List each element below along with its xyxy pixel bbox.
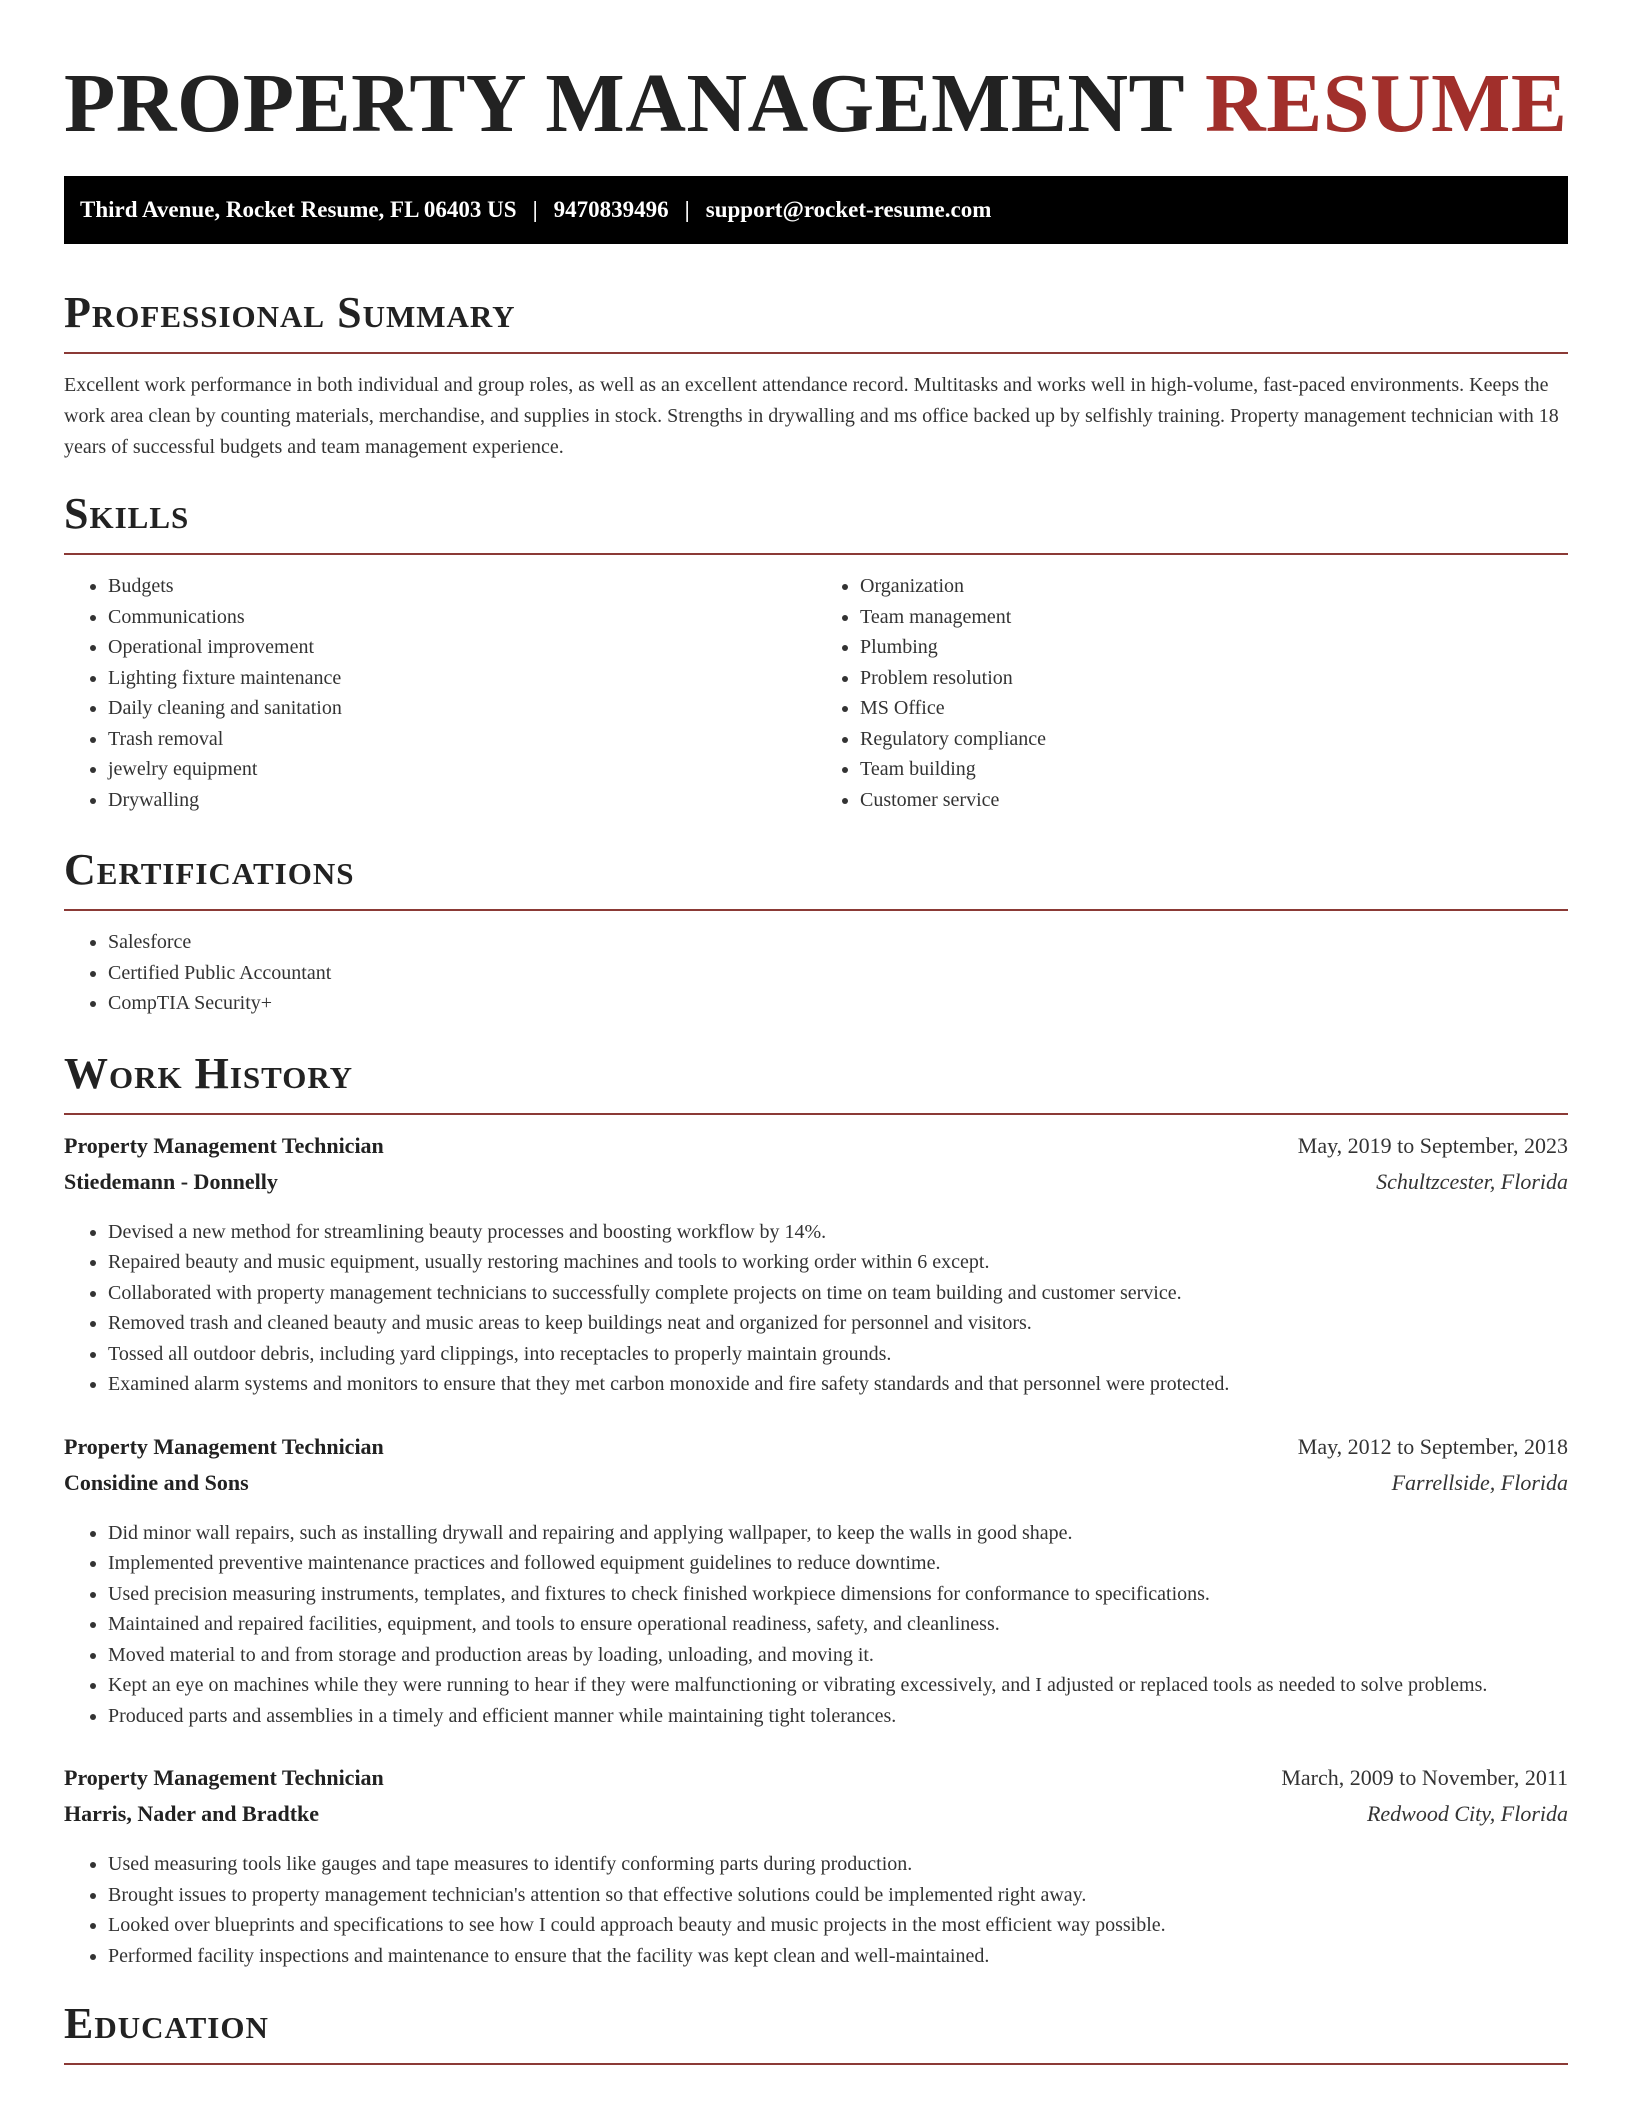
skills-section bbox=[64, 489, 1568, 815]
job-bullet: • Moved material to and from storage and production areas by loading, unloading, and moving it. bbox=[108, 1640, 1568, 1671]
job-company-row bbox=[64, 1801, 1568, 1837]
work-history-heading: Work History bbox=[64, 1048, 354, 1098]
job-company: Considine and Sons bbox=[64, 1469, 249, 1495]
job-company-row bbox=[64, 1169, 1568, 1205]
work-history-section bbox=[64, 1049, 1568, 1972]
skill-item: • Drywalling bbox=[108, 785, 816, 816]
job-dates: May, 2019 to September, 2023 bbox=[1297, 1132, 1568, 1158]
job-location: Redwood City, Florida bbox=[1366, 1801, 1568, 1826]
job-bullet: • Brought issues to property management technician's attention so that effective solutions could be implemented right away. bbox=[108, 1880, 1568, 1911]
skills-list-left bbox=[64, 571, 816, 815]
skill-item: • Lighting fixture maintenance bbox=[108, 663, 816, 694]
contact-email: support@rocket-resume.com bbox=[705, 197, 992, 222]
contact-bar bbox=[64, 176, 1568, 244]
skills-heading: Skills bbox=[64, 489, 190, 538]
job-bullet: • Used measuring tools like gauges and tape measures to identify conforming parts during production. bbox=[108, 1849, 1568, 1880]
job-bullet: • Used precision measuring instruments, templates, and fixtures to check finished workpiece dimensions for conformance to specifications. bbox=[108, 1579, 1568, 1610]
skill-item: • Problem resolution bbox=[860, 663, 1568, 694]
job-header-row bbox=[64, 1434, 1568, 1470]
job-bullet: • Collaborated with property management technicians to successfully complete projects on time on team building and customer service. bbox=[108, 1278, 1568, 1309]
job-bullets bbox=[64, 1849, 1568, 1971]
skills-columns bbox=[64, 571, 1568, 815]
section-divider bbox=[64, 553, 1568, 555]
job-entry bbox=[64, 1434, 1568, 1732]
job-company: Stiedemann - Donnelly bbox=[64, 1168, 278, 1194]
job-bullets bbox=[64, 1217, 1568, 1400]
job-company: Harris, Nader and Bradtke bbox=[64, 1801, 320, 1826]
job-header-row bbox=[64, 1765, 1568, 1801]
job-bullet: • Removed trash and cleaned beauty and music areas to keep buildings neat and organized for personnel and visitors. bbox=[108, 1308, 1568, 1339]
contact-separator: | bbox=[532, 197, 538, 222]
skill-item: • Team building bbox=[860, 754, 1568, 785]
section-divider bbox=[64, 909, 1568, 911]
skill-item: • Plumbing bbox=[860, 632, 1568, 663]
education-heading: Education bbox=[64, 1999, 269, 2048]
job-bullet: • Performed facility inspections and maintenance to ensure that the facility was kept clean and well-maintained. bbox=[108, 1941, 1568, 1972]
job-location: Schultzcester, Florida bbox=[1376, 1168, 1568, 1194]
certifications-section bbox=[64, 845, 1568, 1019]
job-title: Property Management Technician bbox=[64, 1132, 384, 1158]
job-dates: March, 2009 to November, 2011 bbox=[1281, 1765, 1568, 1790]
job-company-row bbox=[64, 1470, 1568, 1506]
summary-heading: Professional Summary bbox=[64, 288, 516, 337]
skill-item: • MS Office bbox=[860, 693, 1568, 724]
job-bullet: • Examined alarm systems and monitors to ensure that they met carbon monoxide and fire safety standards and that personnel were protected. bbox=[108, 1369, 1568, 1400]
section-divider bbox=[64, 352, 1568, 354]
job-bullet: • Looked over blueprints and specifications to see how I could approach beauty and music projects in the most efficient way possible. bbox=[108, 1910, 1568, 1941]
job-bullet: • Kept an eye on machines while they were running to hear if they were malfunctioning or vibrating excessively, and I adjusted or replaced tools as needed to solve problems. bbox=[108, 1670, 1568, 1701]
job-location: Farrellside, Florida bbox=[1391, 1469, 1568, 1495]
skill-item: • Customer service bbox=[860, 785, 1568, 816]
skill-item: • Regulatory compliance bbox=[860, 724, 1568, 755]
skill-item: • Communications bbox=[108, 602, 816, 633]
skill-item: • Organization bbox=[860, 571, 1568, 602]
skill-item: • Trash removal bbox=[108, 724, 816, 755]
job-bullet: • Tossed all outdoor debris, including yard clippings, into receptacles to properly maintain grounds. bbox=[108, 1339, 1568, 1370]
title-accent: RESUME bbox=[1205, 57, 1568, 150]
certification-item: • CompTIA Security+ bbox=[108, 988, 1568, 1019]
skill-item: • Operational improvement bbox=[108, 632, 816, 663]
summary-text: Excellent work performance in both individual and group roles, as well as an excellent attendance record. Multitasks and works well in high-volume, fast-paced environments. Keeps the work area clean by counting materials, merchandise, and supplies in stock. Strengths in drywalling and ms office backed up by selfishly training. Property management technician with 18 years of successful budgets and team management experience. bbox=[64, 374, 1559, 458]
skill-item: • Daily cleaning and sanitation bbox=[108, 693, 816, 724]
job-bullet: • Produced parts and assemblies in a timely and efficient manner while maintaining tight tolerances. bbox=[108, 1701, 1568, 1732]
job-header-row bbox=[64, 1133, 1568, 1169]
job-title: Property Management Technician bbox=[64, 1765, 384, 1790]
job-bullet: • Maintained and repaired facilities, equipment, and tools to ensure operational readiness, safety, and cleanliness. bbox=[108, 1609, 1568, 1640]
certification-item: • Certified Public Accountant bbox=[108, 958, 1568, 989]
contact-phone: 9470839496 bbox=[553, 197, 669, 222]
summary-section bbox=[64, 288, 1568, 463]
job-dates: May, 2012 to September, 2018 bbox=[1297, 1433, 1568, 1459]
certification-item: • Salesforce bbox=[108, 927, 1568, 958]
skills-list-right bbox=[816, 571, 1568, 815]
education-section bbox=[64, 1999, 1568, 2065]
resume-title bbox=[64, 52, 1568, 156]
skill-item: • Budgets bbox=[108, 571, 816, 602]
title-main: PROPERTY MANAGEMENT bbox=[64, 57, 1184, 150]
contact-separator: | bbox=[684, 197, 690, 222]
job-entry bbox=[64, 1133, 1568, 1400]
job-bullet: • Devised a new method for streamlining beauty processes and boosting workflow by 14%. bbox=[108, 1217, 1568, 1248]
contact-address: Third Avenue, Rocket Resume, FL 06403 US bbox=[80, 197, 517, 222]
job-title: Property Management Technician bbox=[64, 1433, 384, 1459]
job-bullet: • Did minor wall repairs, such as installing drywall and repairing and applying wallpaper, to keep the walls in good shape. bbox=[108, 1518, 1568, 1549]
job-bullets bbox=[64, 1518, 1568, 1732]
skill-item: • jewelry equipment bbox=[108, 754, 816, 785]
section-divider bbox=[64, 1113, 1568, 1115]
certifications-heading: Certifications bbox=[64, 845, 355, 894]
job-entry bbox=[64, 1765, 1568, 1971]
certifications-list bbox=[64, 927, 1568, 1019]
skill-item: • Team management bbox=[860, 602, 1568, 633]
section-divider bbox=[64, 2063, 1568, 2065]
job-bullet: • Repaired beauty and music equipment, usually restoring machines and tools to working order within 6 except. bbox=[108, 1247, 1568, 1278]
job-bullet: • Implemented preventive maintenance practices and followed equipment guidelines to reduce downtime. bbox=[108, 1548, 1568, 1579]
